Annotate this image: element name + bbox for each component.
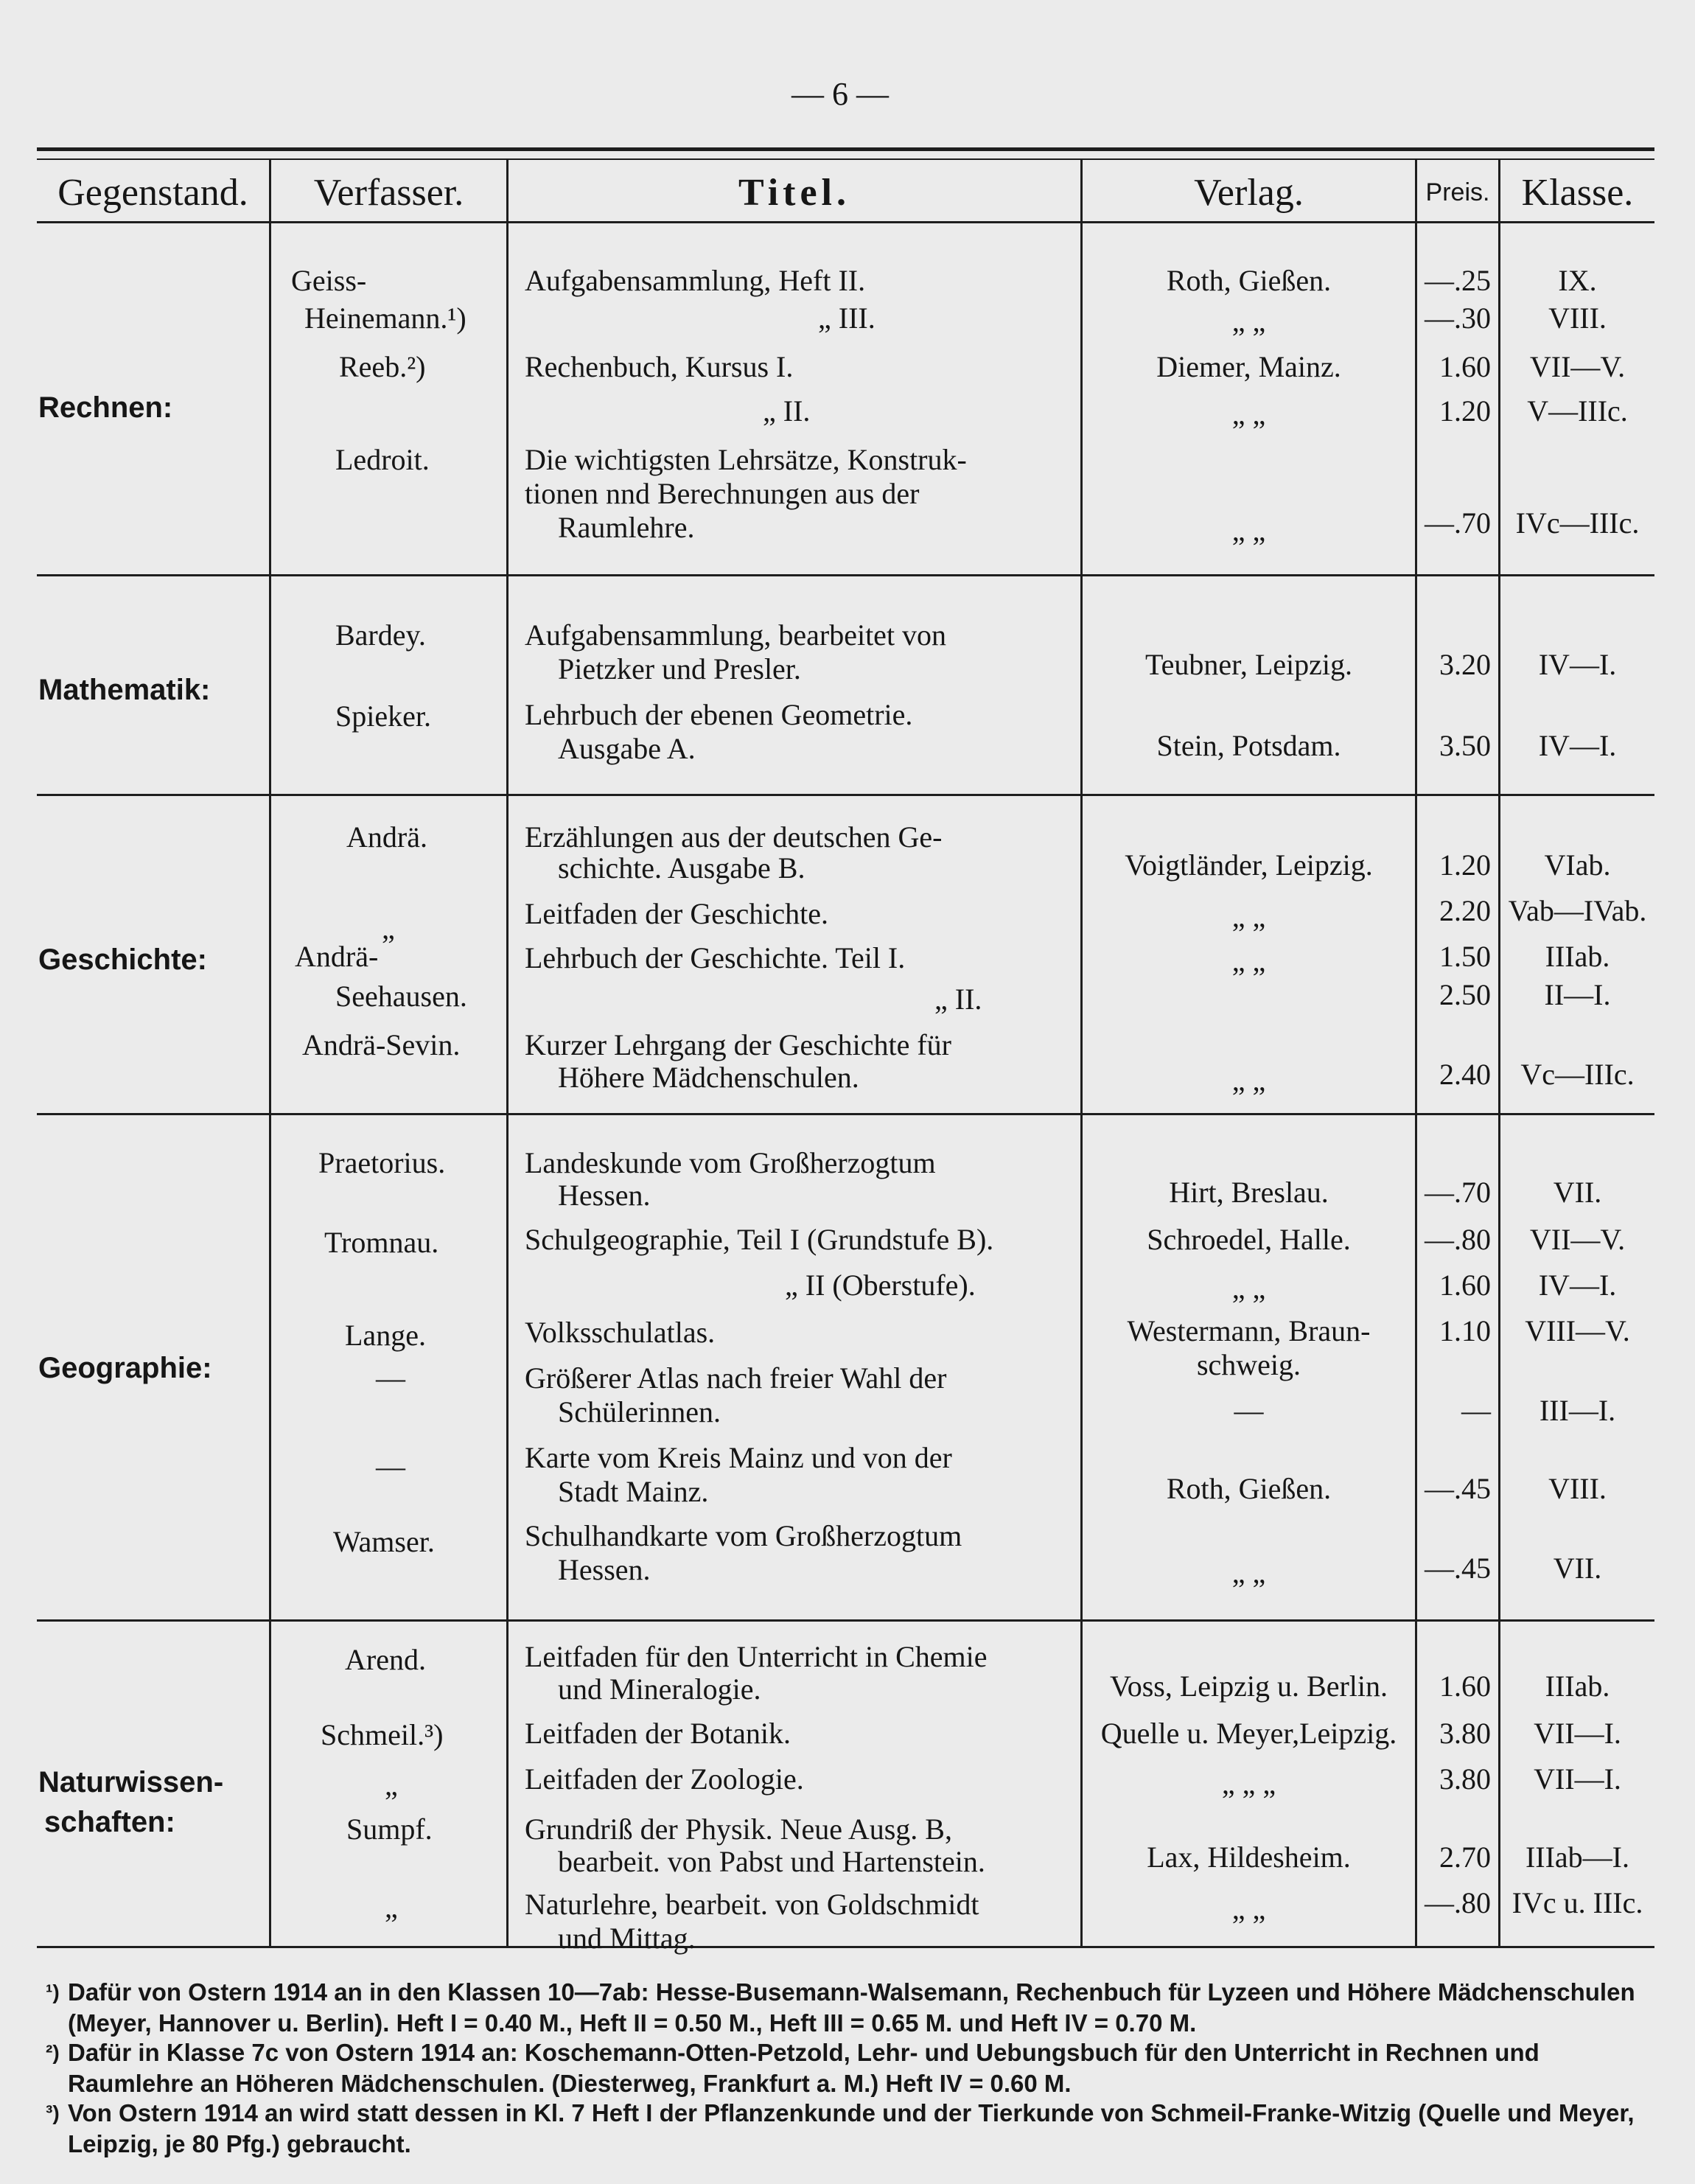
title: Schulgeographie, Teil I (Grundstufe B). [525,1223,994,1256]
footnote-mark: ³) [46,2101,60,2124]
publisher: Stein, Potsdam. [1156,729,1341,762]
price: — [1461,1394,1491,1427]
header-title: Titel. [738,171,851,214]
class: VIII. [1548,1472,1607,1505]
price: 3.80 [1439,1717,1491,1750]
class: VII—I. [1534,1717,1621,1750]
title: und Mittag. [558,1922,696,1955]
header-publisher: Verlag. [1194,171,1304,214]
author: Bardey. [335,618,426,652]
class: IIIab. [1545,1670,1610,1703]
price: 1.20 [1439,848,1491,882]
class: VIII. [1548,301,1607,335]
subject-label: Naturwissen- [38,1766,224,1799]
column-separator [269,160,271,1946]
publisher: „ „ [1231,944,1266,977]
price: 1.10 [1439,1314,1491,1347]
header-subject: Gegenstand. [57,171,248,214]
author: Spieker. [335,699,431,733]
author: „ [382,912,395,945]
publisher: Teubner, Leipzig. [1144,648,1353,681]
title: Leitfaden der Botanik. [525,1717,791,1750]
price: —.70 [1425,506,1491,540]
subject-label: Geschichte: [38,943,207,976]
class: VII—V. [1529,350,1626,383]
author: Praetorius. [318,1146,446,1179]
author: Geiss- [291,264,367,297]
title: Aufgabensammlung, bearbeitet von [525,618,947,652]
price: 3.50 [1439,729,1491,762]
author: Schmeil.³) [321,1718,444,1751]
publisher: Roth, Gießen. [1166,264,1332,297]
title: Leitfaden der Zoologie. [525,1762,804,1796]
title: Stadt Mainz. [558,1475,709,1508]
class: VII—I. [1534,1762,1621,1796]
class: VII. [1553,1552,1602,1585]
publisher: Hirt, Breslau. [1169,1176,1329,1209]
price: —.30 [1425,301,1491,335]
table-top-rule-thin [37,158,1654,160]
author: — [376,1450,405,1483]
footnote-mark: ¹) [46,1981,60,2003]
title: Die wichtigsten Lehrsätze, Konstruk- [525,443,967,476]
title: Karte vom Kreis Mainz und von der [525,1441,952,1474]
header-price: Preis. [1425,178,1490,206]
author: Seehausen. [335,980,467,1013]
subject-label: Mathematik: [38,674,211,706]
publisher: — [1234,1394,1264,1427]
class: VIab. [1544,848,1611,882]
price: 1.20 [1439,394,1491,428]
title: Kurzer Lehrgang der Geschichte für [525,1028,951,1061]
price: 1.60 [1439,1670,1491,1703]
footnote-text: Dafür in Klasse 7c von Ostern 1914 an: Koschemann-Otten-Petzold, Lehr- und Uebungsbuch für den Unterricht in Rechnen und Raumlehre an Höheren Mädchenschulen. (Diesterweg, Frankfurt a. M.) Heft IV = 0.60 M. [68,2039,1540,2097]
title: Schülerinnen. [558,1395,721,1428]
class: IIIab—I. [1525,1841,1630,1874]
subject-label: schaften: [44,1806,175,1838]
publisher: Diemer, Mainz. [1156,350,1341,383]
publisher: „ „ [1231,1556,1266,1589]
footnote-1 [46,1977,1638,2039]
price: —.80 [1425,1223,1491,1256]
title: Erzählungen aus der deutschen Ge- [525,820,943,854]
price: —.45 [1425,1552,1491,1585]
title: Pietzker und Presler. [558,652,801,685]
author: — [376,1361,405,1395]
publisher: „ „ [1231,1271,1266,1305]
header-author: Verfasser. [313,171,464,214]
class: III—I. [1539,1394,1616,1427]
section-divider [37,1113,1654,1115]
title: und Mineralogie. [558,1672,761,1706]
title: schichte. Ausgabe B. [558,851,805,885]
price: —.45 [1425,1472,1491,1505]
section-divider [37,574,1654,576]
publisher: Quelle u. Meyer,Leipzig. [1100,1717,1397,1750]
price: 3.20 [1439,648,1491,681]
publisher: Schroedel, Halle. [1147,1223,1351,1256]
title: „ III. [818,301,876,335]
title: Grundriß der Physik. Neue Ausg. B, [525,1813,952,1846]
price: 1.50 [1439,940,1491,973]
price: 1.60 [1439,1269,1491,1302]
publisher: Westermann, Braun- [1127,1314,1371,1347]
price: 3.80 [1439,1762,1491,1796]
class: Vc—IIIc. [1520,1058,1635,1091]
publisher: Roth, Gießen. [1166,1472,1332,1505]
title: Lehrbuch der Geschichte. Teil I. [525,941,906,974]
title: „ II. [934,983,982,1016]
class: IV—I. [1538,1269,1617,1302]
column-separator [506,160,508,1946]
author: Wamser. [333,1525,435,1558]
class: IVc u. IIIc. [1511,1886,1643,1919]
footnote-text: Dafür von Ostern 1914 an in den Klassen 10—7ab: Hesse-Busemann-Walsemann, Rechenbuch für Lyzeen und Höhere Mädchenschulen (Meyer, Hannover u. Berlin). Heft I = 0.40 M., Heft II = 0.50 M., Heft III = 0.65 M. und Heft IV = 0.70 M. [68,1978,1635,2037]
title: bearbeit. von Pabst und Hartenstein. [558,1845,985,1878]
class: IIIab. [1545,940,1610,973]
table-top-rule [37,147,1654,151]
publisher: Lax, Hildesheim. [1147,1841,1351,1874]
price: 2.40 [1439,1058,1491,1091]
publisher: „ „ [1231,900,1266,933]
section-divider [37,1619,1654,1622]
publisher: „ „ [1231,514,1266,547]
class: Vab—IVab. [1508,894,1647,927]
title: Hessen. [558,1553,651,1586]
author: „ [385,1891,398,1924]
class: VII—V. [1529,1223,1626,1256]
publisher: „ „ [1231,304,1266,338]
author: Andrä- [295,940,379,973]
title: Größerer Atlas nach freier Wahl der [525,1361,947,1395]
class: VIII—V. [1525,1314,1630,1347]
class: IV—I. [1538,648,1617,681]
title: Naturlehre, bearbeit. von Goldschmidt [525,1888,979,1921]
title: Aufgabensammlung, Heft II. [525,264,866,297]
publisher: „ „ [1231,397,1266,430]
title: „ II. [763,394,811,428]
subject-label: Rechnen: [38,391,173,424]
footnote-mark: ²) [46,2041,60,2064]
price: 1.60 [1439,350,1491,383]
class: IX. [1558,264,1597,297]
page-number: — 6 — [791,76,889,112]
class: V—IIIc. [1527,394,1628,428]
author: Reeb.²) [339,350,426,383]
price: —.80 [1425,1886,1491,1919]
price: 2.20 [1439,894,1491,927]
price: —.70 [1425,1176,1491,1209]
title: Raumlehre. [558,511,695,544]
price: —.25 [1425,264,1491,297]
class: IV—I. [1538,729,1617,762]
author: Heinemann.¹) [304,301,466,335]
author: Ledroit. [335,443,430,476]
footnote-3 [46,2098,1638,2160]
publisher: „ „ [1231,1064,1266,1097]
publisher: schweig. [1196,1348,1301,1381]
title: Leitfaden der Geschichte. [525,897,829,930]
author: Andrä-Sevin. [302,1028,461,1061]
title: „ II (Oberstufe). [785,1269,976,1302]
author: Andrä. [346,820,427,854]
class: IVc—IIIc. [1515,506,1640,540]
author: „ [385,1768,398,1801]
price: 2.70 [1439,1841,1491,1874]
title: tionen nnd Berechnungen aus der [525,477,920,510]
publisher: „ „ „ [1221,1767,1276,1800]
author: Lange. [345,1319,426,1352]
publisher: Voss, Leipzig u. Berlin. [1109,1670,1388,1703]
title: Leitfaden für den Unterricht in Chemie [525,1640,988,1673]
author: Sumpf. [346,1813,433,1846]
price: 2.50 [1439,978,1491,1011]
table-bottom-rule [37,1946,1654,1948]
title: Ausgabe A. [558,732,696,765]
title: Schulhandkarte vom Großherzogtum [525,1519,962,1552]
subject-label: Geographie: [38,1352,212,1384]
section-divider [37,794,1654,796]
title: Rechenbuch, Kursus I. [525,350,794,383]
title: Volksschulatlas. [525,1316,716,1349]
title: Höhere Mädchenschulen. [558,1061,859,1094]
publisher: Voigtländer, Leipzig. [1125,848,1373,882]
class: II—I. [1544,978,1611,1011]
publisher: „ „ [1231,1892,1266,1925]
class: VII. [1553,1176,1602,1209]
title: Hessen. [558,1179,651,1212]
header-class: Klasse. [1521,171,1634,214]
footnote-2 [46,2037,1638,2099]
title: Landeskunde vom Großherzogtum [525,1146,936,1179]
footnote-text: Von Ostern 1914 an wird statt dessen in Kl. 7 Heft I der Pflanzenkunde und der Tierkunde von Schmeil-Franke-Witzig (Quelle und Meyer, Leipzig, je 80 Pfg.) gebraucht. [68,2099,1635,2157]
title: Lehrbuch der ebenen Geometrie. [525,698,913,731]
header-rule [37,221,1654,223]
author: Tromnau. [324,1226,439,1259]
author: Arend. [345,1643,426,1676]
